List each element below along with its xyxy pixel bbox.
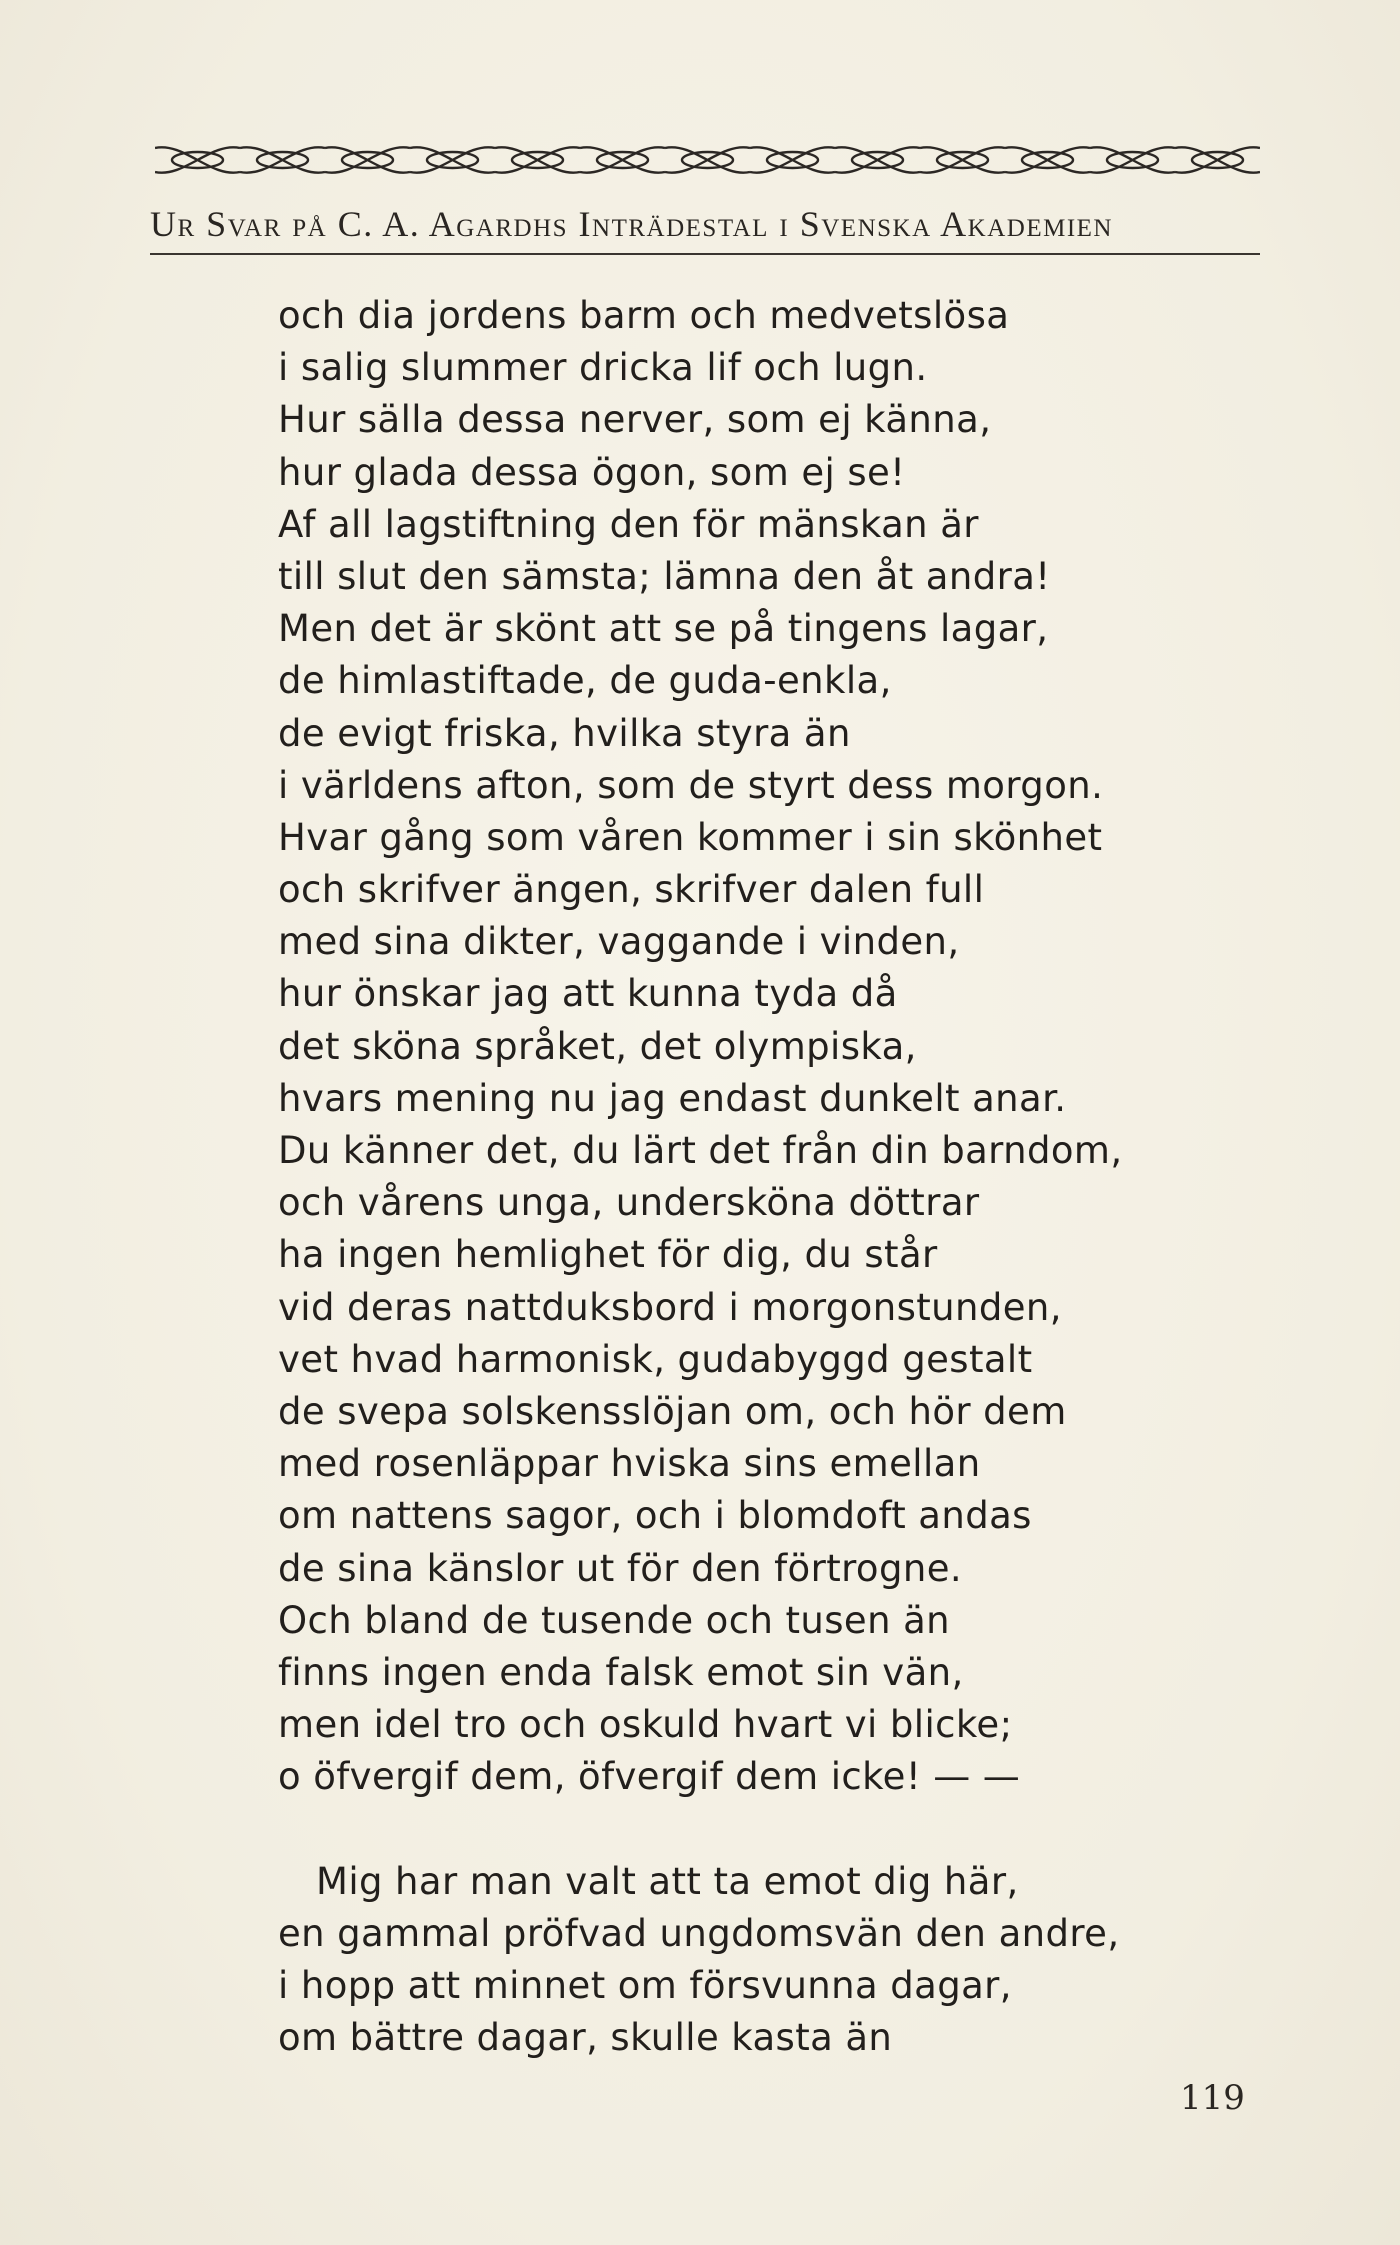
stanza-gap <box>278 1803 1218 1855</box>
poem-line: hur önskar jag att kunna tyda då <box>278 972 898 1016</box>
poem-line: i hopp att minnet om försvunna dagar, <box>278 1964 1012 2007</box>
poem-line: vet hvad harmonisk, gudabyggd gestalt <box>278 1337 1033 1381</box>
poem-line: hur glada dessa ögon, som ej se! <box>278 450 906 494</box>
poem-line: Af all lagstiftning den för mänskan är <box>278 502 979 546</box>
poem-text <box>278 290 1218 2064</box>
poem-line: om bättre dagar, skulle kasta än <box>278 2016 893 2060</box>
page-number: 119 <box>1180 2078 1245 2118</box>
poem-line: Hur sälla dessa nerver, som ej känna, <box>278 398 992 442</box>
poem-line: med rosenläppar hviska sins emellan <box>278 1442 981 1486</box>
poem-line: de sina känslor ut för den förtrogne. <box>278 1546 963 1590</box>
header-rule <box>150 253 1260 255</box>
poem-line: ha ingen hemlighet för dig, du står <box>278 1233 938 1277</box>
poem-line: Mig har man valt att ta emot dig här, <box>316 1859 1019 1903</box>
poem-line: de evigt friska, hvilka styra än <box>278 711 851 755</box>
running-head: Ur Svar på C. A. Agardhs Inträdestal i Svenska Akademien <box>150 204 1113 244</box>
poem-line: Men det är skönt att se på tingens lagar, <box>278 607 1049 651</box>
poem-line: om nattens sagor, och i blomdoft andas <box>278 1494 1032 1538</box>
stanza-2 <box>278 1856 1218 2065</box>
poem-line: en gammal pröfvad ungdomsvän den andre, <box>278 1911 1120 1955</box>
poem-line: o öfvergif dem, öfvergif dem icke! — — <box>278 1755 1021 1799</box>
poem-line: i salig slummer dricka lif och lugn. <box>278 346 928 390</box>
poem-line: de svepa solskensslöjan om, och hör dem <box>278 1389 1067 1433</box>
poem-line: och dia jordens barm och medvetslösa <box>278 294 1010 337</box>
poem-line: vid deras nattduksbord i morgonstunden, <box>278 1285 1062 1329</box>
poem-line: de himlastiftade, de guda-enkla, <box>278 659 892 703</box>
poem-line: Och bland de tusende och tusen än <box>278 1598 951 1642</box>
poem-line: med sina dikter, vaggande i vinden, <box>278 920 960 964</box>
poem-line: och skrifver ängen, skrifver dalen full <box>278 868 985 912</box>
poem-line: finns ingen enda falsk emot sin vän, <box>278 1650 964 1694</box>
decorative-header-ornament <box>155 138 1260 184</box>
poem-line: det sköna språket, det olympiska, <box>278 1024 917 1068</box>
poem-line: men idel tro och oskuld hvart vi blicke; <box>278 1703 1013 1747</box>
poem-line: och vårens unga, undersköna döttrar <box>278 1181 980 1225</box>
poem-line: i världens afton, som de styrt dess morgon. <box>278 763 1104 807</box>
poem-line: Hvar gång som våren kommer i sin skönhet <box>278 815 1103 859</box>
poem-line: hvars mening nu jag endast dunkelt anar. <box>278 1076 1067 1120</box>
poem-line: till slut den sämsta; lämna den åt andra! <box>278 554 1051 598</box>
stanza-1 <box>278 290 1218 1803</box>
poem-line: Du känner det, du lärt det från din barndom, <box>278 1129 1123 1172</box>
